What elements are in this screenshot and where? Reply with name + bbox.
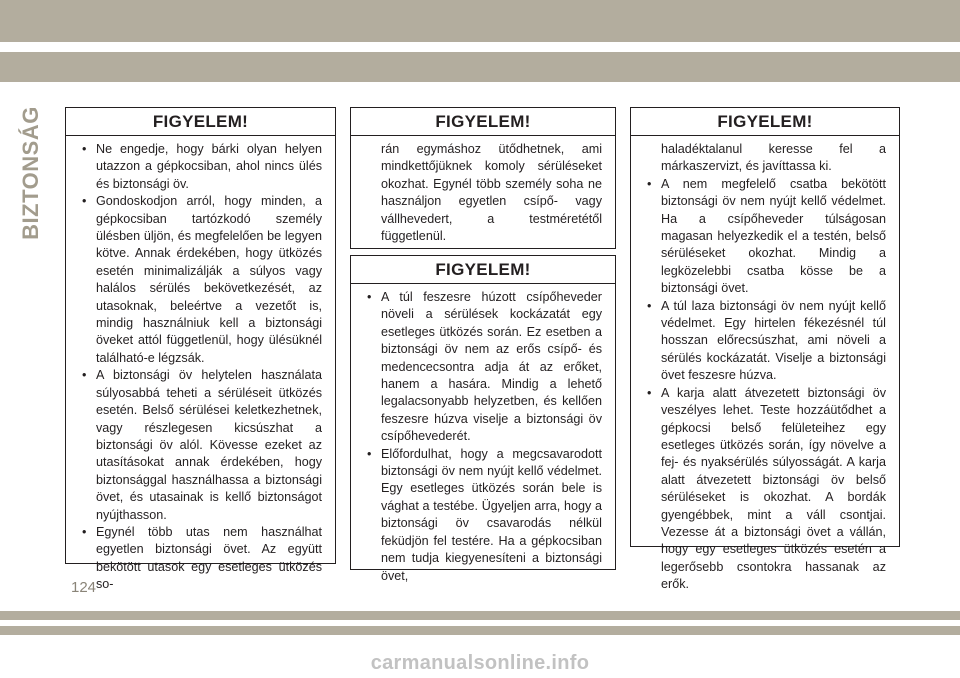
warning-list bbox=[80, 141, 322, 594]
warning-item: • A nem megfelelő csatba bekötött biztonsági öv nem nyújt kellő védelmet. Ha a csípőheveder túlságosan magasan helyezkedik el a testén, belső sérüléseket okozhat. Mindig a legközelebbi csatba kösse be a biztonsági övet. bbox=[645, 176, 886, 298]
warning-box-2 bbox=[350, 107, 616, 249]
warning-continuation: haladéktalanul keresse fel a márkaszervizt, és javíttassa ki. bbox=[661, 142, 886, 174]
section-title: BIZTONSÁG bbox=[18, 106, 43, 240]
section-side-tab bbox=[14, 103, 48, 243]
warning-box-4 bbox=[630, 107, 900, 592]
warning-item: • A karja alatt átvezetett biztonsági öv veszélyes lehet. Teste hozzáütődhet a gépkocsi belső felületeihez egy esetleges ütközés során, így növelve a fej- és nyaksérülés súlyosságát. A karja alatt átvezetett biztonsági öv belső sérüléseket is okozhat. A bordák gyengébbek, mint a váll csontjai. Vezesse át a biztonsági övet a vállán, hogy egy esetleges ütközés esetén a legerősebb csontokra hassanak az erők. bbox=[645, 385, 886, 594]
warning-item: • Előfordulhat, hogy a megcsavarodott biztonsági öv nem nyújt kellő védelmet. Egy esetleges ütközés során bele is vághat a testébe. Ügyeljen arra, hogy a biztonsági öv csavarodás nélkül feküdjön fel testére. Ha a gépkocsiban nem tudja kiegyenesíteni a biztonsági övet, bbox=[365, 446, 602, 585]
warning-title: FIGYELEM! bbox=[66, 108, 335, 136]
watermark: carmanualsonline.info bbox=[370, 652, 590, 674]
warning-item: • A biztonsági öv helytelen használata súlyosabbá teheti a sérüléseit ütközés esetén. Belső sérülései keletkezhetnek, vagy részlegesen kicsúszhat a biztonsági öv alól. Kövesse ezeket az utasításokat annak érdekében, hogy biztonsággal használhassa a biztonsági övet, és utasainak is kellő biztonságot nyújthasson. bbox=[80, 367, 322, 524]
warning-list bbox=[365, 289, 602, 585]
footer-band-1 bbox=[0, 611, 960, 620]
page-number: 124 bbox=[71, 579, 97, 596]
top-decorative-band bbox=[0, 0, 960, 42]
warning-list bbox=[645, 176, 886, 594]
warning-item: • Ne engedje, hogy bárki olyan helyen utazzon a gépkocsiban, ahol nincs ülés és biztonsági öv. bbox=[80, 141, 322, 193]
warning-item: • Gondoskodjon arról, hogy minden, a gépkocsiban tartózkodó személy ülésben üljön, és megfelelően be legyen kötve. Annak érdekében, hogy ütközés esetén minimalizálják a súlyos vagy halálos sérülés bekövetkezését, az utasoknak, beleértve a vezetőt is, mindig használniuk kell a biztonsági öveket attól függetlenül, hogy ülésüknél található-e légzsák. bbox=[80, 193, 322, 367]
warning-item: • A túl laza biztonsági öv nem nyújt kellő védelmet. Egy hirtelen fékezésnél túl hosszan előrecsúszhat, ami növeli a sérülés kockázatát. Viselje a biztonsági övet feszesre húzva. bbox=[645, 298, 886, 385]
warning-box-3 bbox=[350, 255, 616, 583]
warning-title: FIGYELEM! bbox=[351, 256, 615, 284]
warning-item: • Egynél több utas nem használhat egyetlen biztonsági övet. Az együtt bekötött utasok egy esetleges ütközés so- bbox=[80, 524, 322, 594]
warning-title: FIGYELEM! bbox=[631, 108, 899, 136]
warning-title: FIGYELEM! bbox=[351, 108, 615, 136]
warning-item: • A túl feszesre húzott csípőheveder növeli a sérülések kockázatát egy esetleges ütközés során. Ez esetben a biztonsági öv nem az erős csípő- és medencecsontra adja át az erőket, hanem a hasára. Mindig a lehető legalacsonyabb helyzetben, és kellően feszesre húzva viselje a biztonsági öv csípőhevederét. bbox=[365, 289, 602, 446]
warning-continuation: rán egymáshoz ütődhetnek, ami mindkettőjüknek komoly sérüléseket okozhat. Egynél több személy soha ne használjon egyetlen csípő- vagy vállhevedert, a testméretétől függetlenül. bbox=[381, 142, 602, 244]
footer-band-2 bbox=[0, 626, 960, 635]
header-band bbox=[0, 52, 960, 82]
